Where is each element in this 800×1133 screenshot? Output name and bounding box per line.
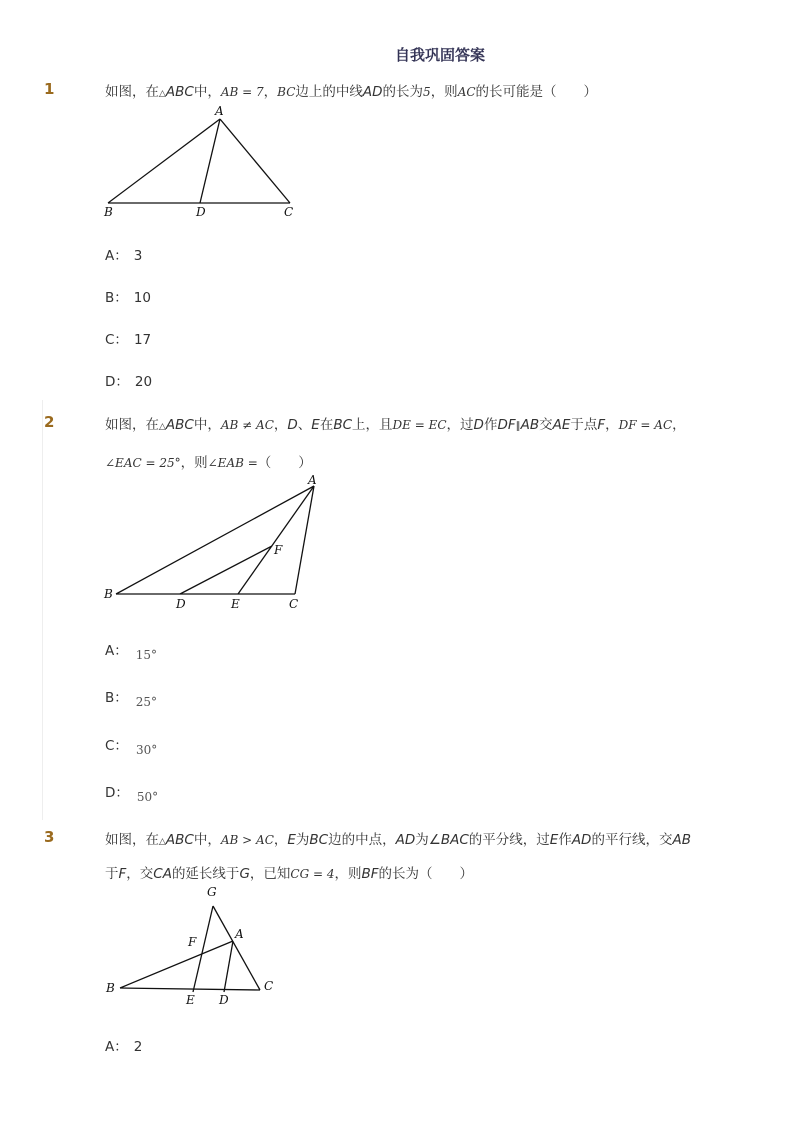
question-2-text-line2: ∠EAC = 25°，则∠EAB =（ ） bbox=[105, 455, 312, 471]
label-e: E bbox=[186, 993, 195, 1007]
question-3-text-line1: 如图，在△ABC中，AB > AC，E为BC边的中点，AD为∠BAC的平分线，过E作AD的平行线，交AB bbox=[105, 832, 691, 848]
label-c: C bbox=[289, 597, 299, 611]
label-d: D bbox=[196, 205, 206, 219]
q1-option-b[interactable]: B： 10 bbox=[105, 290, 151, 306]
segment-ac bbox=[295, 486, 314, 594]
segment-ab bbox=[120, 941, 233, 988]
figure-1-triangle-abc bbox=[100, 105, 310, 220]
label-c: C bbox=[284, 205, 294, 219]
q2-option-d[interactable]: D： 50° bbox=[105, 785, 159, 804]
question-2-number: 2 bbox=[44, 413, 55, 431]
q2-option-c[interactable]: C： 30° bbox=[105, 738, 158, 757]
segment-df bbox=[180, 546, 272, 594]
label-d: D bbox=[219, 993, 229, 1007]
page-title: 自我巩固答案 bbox=[394, 46, 485, 64]
q3-option-a[interactable]: A： 2 bbox=[105, 1039, 143, 1055]
label-b: B bbox=[106, 981, 115, 995]
question-1-text: 如图，在△ABC中，AB = 7，BC边上的中线AD的长为5，则AC的长可能是（ ） bbox=[105, 84, 598, 100]
label-a: A bbox=[215, 105, 224, 118]
question-3-text-line2: 于F，交CA的延长线于G，已知CG = 4，则BF的长为（ ） bbox=[105, 866, 474, 882]
label-d: D bbox=[176, 597, 186, 611]
label-e: E bbox=[231, 597, 240, 611]
segment-ab bbox=[116, 486, 314, 594]
segment-bc bbox=[120, 988, 260, 990]
question-2-text-line1: 如图，在△ABC中，AB ≠ AC，D、E在BC上，且DE = EC，过D作DF∥AB交AE于点F，DF = AC， bbox=[105, 417, 686, 433]
q2-option-b[interactable]: B： 25° bbox=[105, 690, 158, 709]
q1-option-d[interactable]: D： 20 bbox=[105, 374, 153, 390]
question-3-number: 3 bbox=[44, 828, 55, 846]
label-b: B bbox=[104, 587, 113, 601]
segment-ac bbox=[220, 119, 290, 203]
label-a: A bbox=[235, 927, 244, 941]
label-b: B bbox=[104, 205, 113, 219]
label-c: C bbox=[264, 979, 274, 993]
label-g: G bbox=[207, 885, 217, 899]
q1-option-c[interactable]: C： 17 bbox=[105, 332, 152, 348]
q2-option-a[interactable]: A： 15° bbox=[105, 643, 158, 662]
label-f: F bbox=[274, 543, 283, 557]
label-a: A bbox=[308, 474, 317, 487]
segment-ge bbox=[193, 906, 213, 992]
figure-2-triangle-abc bbox=[100, 474, 330, 616]
figure-3-triangle-abc bbox=[100, 880, 290, 1010]
segment-ae bbox=[238, 486, 314, 594]
left-divider bbox=[42, 400, 43, 820]
label-f: F bbox=[188, 935, 197, 949]
q1-option-a[interactable]: A： 3 bbox=[105, 248, 143, 264]
segment-ad bbox=[224, 941, 233, 992]
question-1-number: 1 bbox=[44, 80, 55, 98]
segment-gc bbox=[213, 906, 260, 990]
